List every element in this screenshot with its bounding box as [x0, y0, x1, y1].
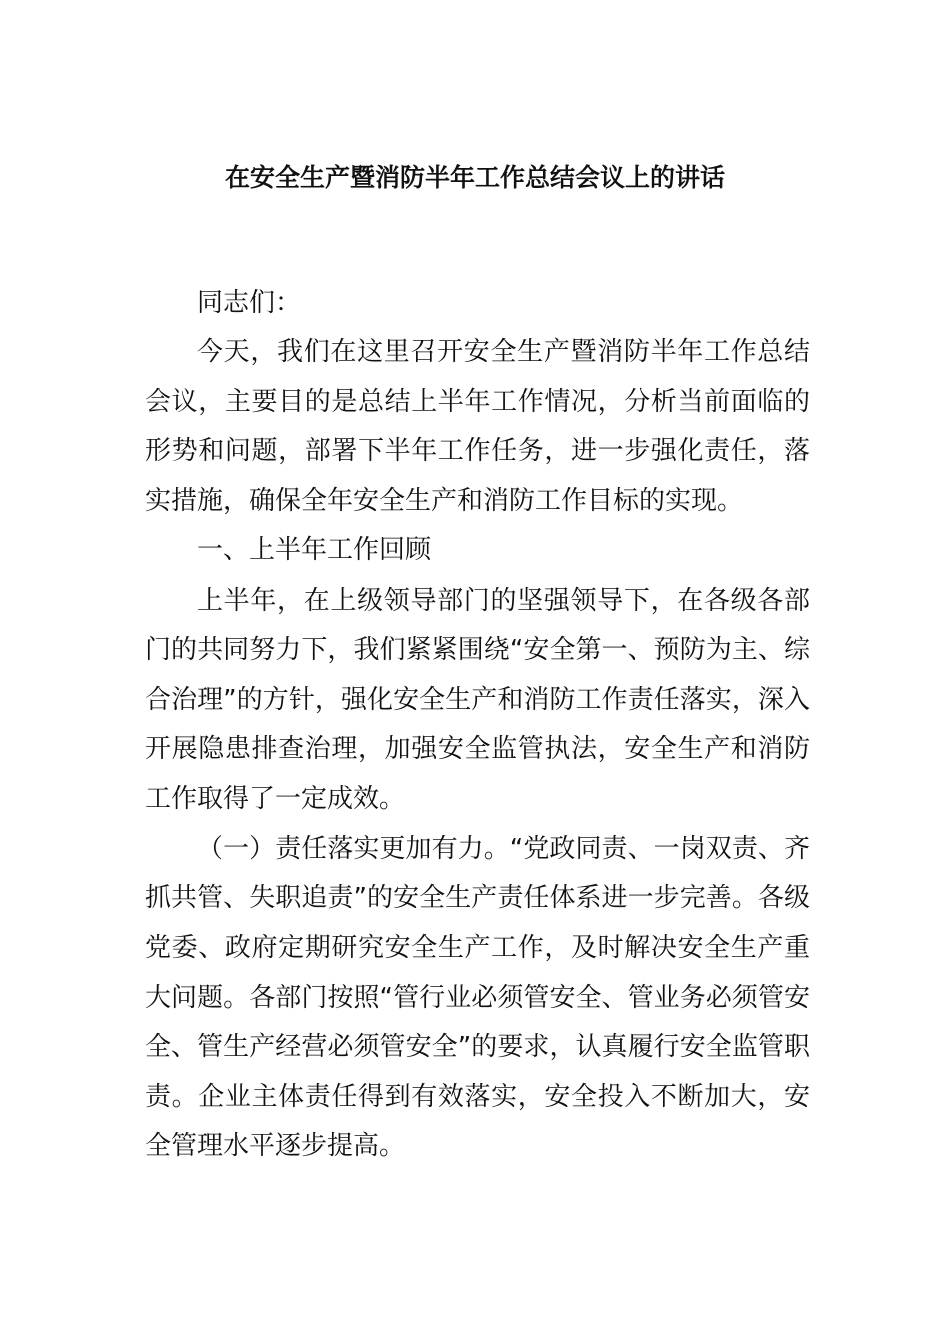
paragraph-line: 全管理水平逐步提高。 [145, 1131, 406, 1161]
paragraph-line: 会议，主要目的是总结上半年工作情况，分析当前面临的 [145, 387, 810, 417]
paragraph-line: （一）责任落实更加有力。“党政同责、一岗双责、齐 [197, 834, 810, 864]
section-heading: 一、上半年工作回顾 [197, 535, 432, 565]
salutation: 同志们： [197, 288, 302, 318]
paragraph-line: 全、管生产经营必须管安全”的要求，认真履行安全监管职 [145, 1032, 810, 1062]
paragraph-line: 形势和问题，部署下半年工作任务，进一步强化责任，落 [145, 436, 810, 466]
paragraph-line: 实措施，确保全年安全生产和消防工作目标的实现。 [145, 486, 744, 516]
paragraph-line: 工作取得了一定成效。 [145, 784, 406, 814]
paragraph-line: 责。企业主体责任得到有效落实，安全投入不断加大，安 [145, 1082, 810, 1112]
paragraph-line: 合治理”的方针，强化安全生产和消防工作责任落实，深入 [145, 685, 810, 715]
paragraph-line: 门的共同努力下，我们紧紧围绕“安全第一、预防为主、综 [145, 635, 810, 665]
document-title: 在安全生产暨消防半年工作总结会议上的讲话 [224, 163, 725, 192]
paragraph-line: 开展隐患排查治理，加强安全监管执法，安全生产和消防 [145, 734, 810, 764]
paragraph-line: 上半年，在上级领导部门的坚强领导下，在各级各部 [197, 586, 810, 616]
paragraph-line: 今天，我们在这里召开安全生产暨消防半年工作总结 [197, 337, 810, 367]
paragraph-line: 抓共管、失职追责”的安全生产责任体系进一步完善。各级 [145, 883, 810, 913]
paragraph-line: 大问题。各部门按照“管行业必须管安全、管业务必须管安 [145, 983, 810, 1013]
paragraph-line: 党委、政府定期研究安全生产工作，及时解决安全生产重 [145, 933, 810, 963]
